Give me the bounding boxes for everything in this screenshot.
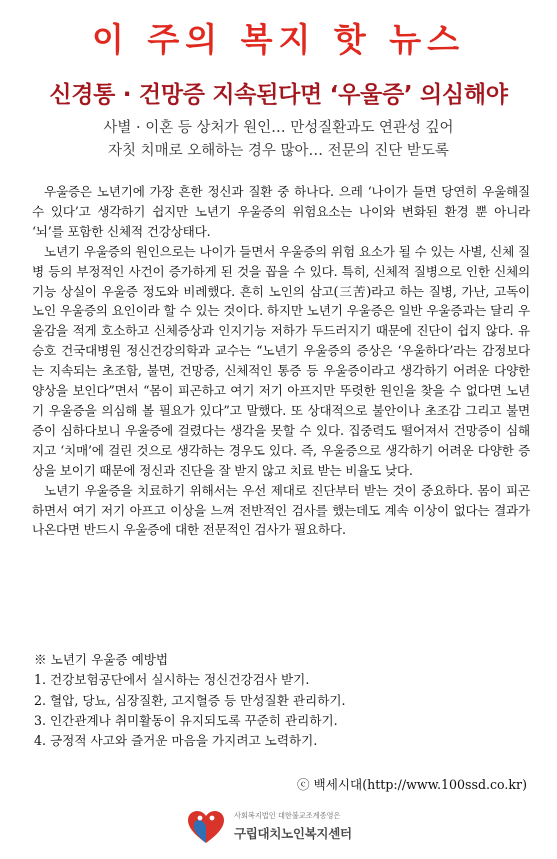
tip-item-3: 3. 인간관계나 취미활동이 유지되도록 꾸준히 관리하기. [34,712,338,728]
tip-item-4: 4. 긍정적 사고와 즐거운 마음을 가지려고 노력하기. [34,733,318,749]
paragraph-3: 노년기 우울증을 치료하기 위해서는 우선 제대로 진단부터 받는 것이 중요하다. 몸이 피곤하면서 여기 저기 아프고 이상을 느껴 전반적인 검사를 했는데도 계속 이상이 없다는 결과가 나온다면 반드시 우울증에 대한 전문적인 검사가 필요하다. [32,482,530,538]
paragraph-2: 노년기 우울증의 원인으로는 나이가 들면서 우울증의 위험 요소가 될 수 있는 사별, 신체 질병 등의 부정적인 사건이 증가하게 된 것을 꼽을 수 있다. 특히, 신체적 질병으로 인한 신체의 기능 상실이 우울증 정도와 비례했다. 흔히 노인의 삼고(三苦)라고 하는 질병, 가난, 고독이 노인 우울증의 요인이라 할 수 있는 것이다. 하지만 노년기 우울증은 일반 우울증과는 달리 우울감을 적게 호소하고 신체증상과 인지기능 저하가 두드러지기 때문에 진단이 쉽지 않다. 유승호 건국대병원 정신건강의학과 교수는 “노년기 우울증의 증상은 ‘우울하다’라는 감정보다는 지속되는 초조함, 불면, 건망증, 신체적인 통증 등 우울증이라고 생각하기 어려운 다양한 양상을 보인다”면서 “몸이 피곤하고 여기 저기 아프지만 뚜렷한 원인을 찾을 수 없다면 노년기 우울증을 의심해 볼 필요가 있다”고 말했다. 또 상대적으로 불안이나 초조감 그리고 불면증이 심하다보니 우울증에 걸렸다는 생각을 못할 수 있다. 집중력도 떨어져서 건망증이 심해지고 ‘치매’에 걸린 것으로 생각하는 경우도 있다. 즉, 우울증으로 생각하기 어려운 다양한 증상을 보이기 때문에 정신과 진단을 잘 받지 않고 치료 받는 비율도 낮다. [32,243,530,478]
foundation-label: 사회복지법인 대한불교조계종영은 [234,811,341,820]
article-headline: 신경통 · 건망증 지속된다면 ‘우울증’ 의심해야 [49,82,508,108]
center-logo [186,805,386,849]
center-name: 구립대치노인복지센터 [234,826,352,841]
article-body [32,182,530,540]
tips-title: ※ 노년기 우울증 예방법 [34,652,169,667]
heart-logo-icon [186,809,226,845]
tip-item-1: 1. 건강보험공단에서 실시하는 정신건강검사 받기. [34,672,310,688]
prevention-tips [34,650,534,751]
subheadline-1: 사별 · 이혼 등 상처가 원인… 만성질환과도 연관성 깊어 [103,120,454,136]
paragraph-1: 우울증은 노년기에 가장 흔한 정신과 질환 중 하나다. 으레 ‘나이가 들면 당연히 우울해질 수 있다’고 생각하기 쉽지만 노년기 우울증의 위험요소는 나이와 변화된 환경 뿐 아니라 ‘뇌’를 포함한 신체적 건강상태다. [32,184,530,239]
masthead-title: 이 주의 복지 핫 뉴스 [92,20,465,59]
copyright-source: ⓒ 백세시대(http://www.100ssd.co.kr) [296,777,527,792]
subheadline-2: 자칫 치매로 오해하는 경우 많아… 전문의 진단 받도록 [108,143,449,159]
tip-item-2: 2. 혈압, 당뇨, 심장질환, 고지혈증 등 만성질환 관리하기. [34,692,346,708]
